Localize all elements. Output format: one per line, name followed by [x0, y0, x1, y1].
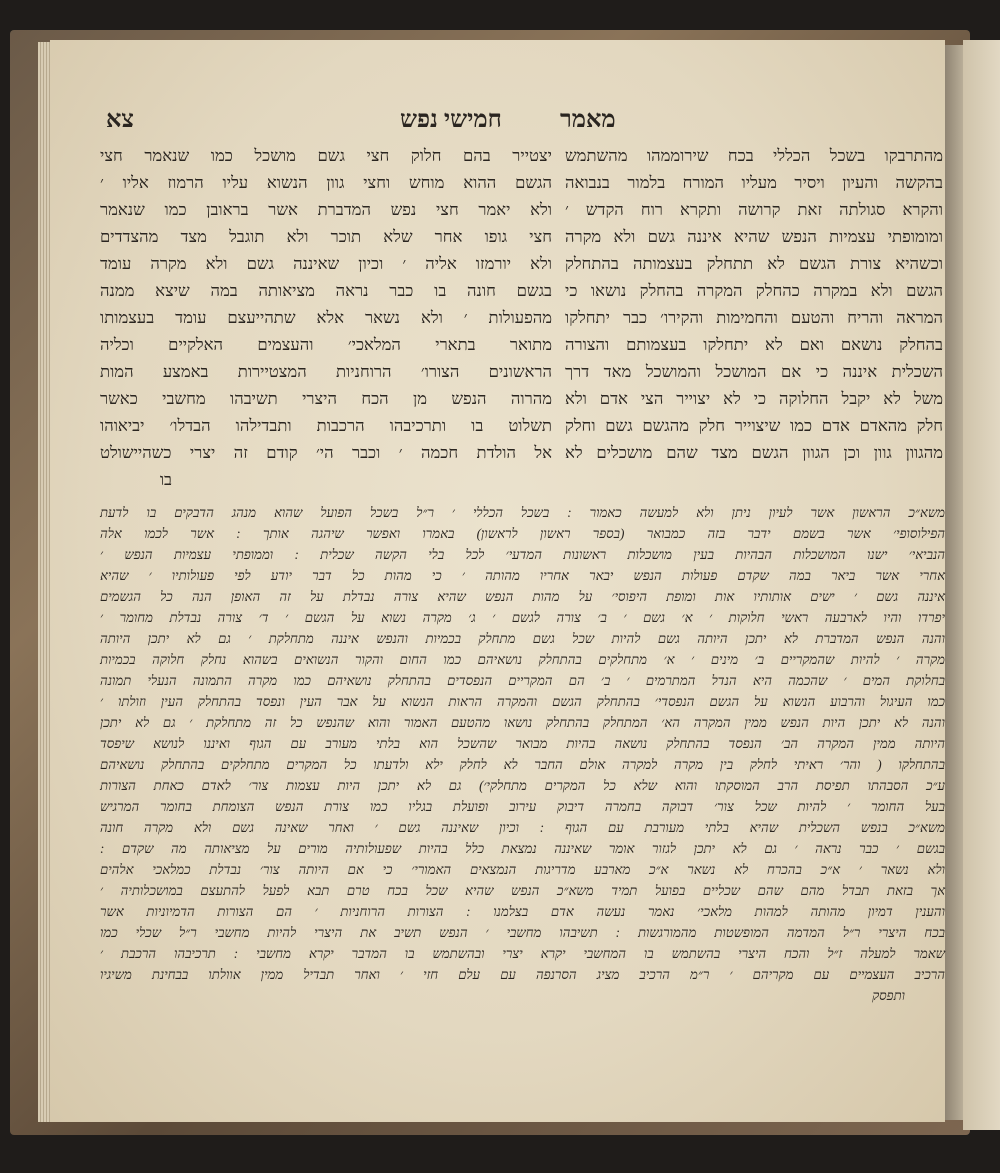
- commentary-line: ותפסק: [872, 988, 905, 1003]
- text-line: אל הולדת חכמה ׳ וכבר הי׳ קודם זה יצרי כשהיישולט: [100, 443, 552, 462]
- commentary-line: אחרי אשר ביאר במה שקדם פעולות הנפש יבאר אחריו מהותה ׳ כי מהות כל דבר יודע לפי פעולותיו ׳ שהיא: [100, 568, 945, 583]
- commentary-line: משא״כ הראשון אשר לעיון ניתן ולא למעשה כאמור : בשכל הכללי ׳ ר״ל בשכל הפועל שהוא מנהג הדבקים בו לדעת: [100, 505, 945, 520]
- text-line: יצטייר בהם חלוק חצי גשם מושכל כמו שנאמר חצי: [100, 146, 552, 165]
- text-line: מתואר בתארי המלאכי׳ והעצמים האלקיים וכליה: [100, 335, 552, 354]
- text-line: הראשונים הצורו׳ הרוחניות המצטיירות באמצע המות: [100, 362, 552, 381]
- text-line: בהחלק נושאם ואם לא יתחלקו בעצמותם והצורה: [565, 335, 943, 354]
- commentary-line: ולא נשאר ׳ א״כ בהכרח לא נשאר א״כ מארבע מדריגות הנמצאים האמורי׳ כי אם היותה צור׳ נבדלת כמלאכי אלהים: [100, 862, 945, 877]
- commentary-line: שאמר למעלה ז״ל והכח היצרי בהשתמש בו המחשבי יקרא יצרי ובהשתמש בו המדבר יקרא מחשבי : תרכיבהו הרכבת ׳: [100, 946, 945, 961]
- text-line: הגשם ולא במקרה כהחלק המקרה בהחלק נושאו כי: [565, 281, 943, 300]
- text-line: מהפעולות ׳ ולא נשאר אלא שתהייעצם עומד בעצמותו: [100, 308, 552, 327]
- text-line: חלק מהאדם אדם כמו שיצוייר חלק מהגשם גשם וחלק: [565, 416, 943, 435]
- commentary-line: משא״כ בנפש השכלית שהיא בלתי מעורבת עם הגוף : וכיון שאיננה גשם ׳ ואחר שאינה גשם ולא מקרה חונה: [100, 820, 945, 835]
- commentary-line: הנביאי׳ ישנו המושכלות הבהיות בעין מושכלות ראשונות המדעי׳ לכל בלי הקשה שכלית : וממופתי עצמיות הנפש ׳: [100, 547, 945, 562]
- commentary-line: והנה לא יתכן היות הנפש ממין המקרה הא׳ המתחלק בהתחלק נושאו מהטעם האמור והוא שהנפש כל זה מתחלקת ׳ גם לא יתכן: [100, 715, 945, 730]
- commentary: [100, 502, 945, 1006]
- commentary-line: איננה גשם ׳ ישים אותותיו אות ומופת היפוסי׳ על מהות הנפש שהיא צורה נבדלת על זה האופן הנה כל הגשמים: [100, 589, 945, 604]
- right-column: [565, 142, 943, 466]
- commentary-line: והענין דמיון מהותה למהות מלאכי׳ נאמר נעשה אדם בצלמנו : הצורות הרוחניות ׳ הם הצורות הדמיוניות אשר: [100, 904, 945, 919]
- commentary-line: והנה הנפש המדברת לא יתכן היותה גשם להיות שכל גשם מתחלק בכמיות והנפש איננה מתחלקת ׳ גם לא יתכן היותה: [100, 631, 945, 646]
- commentary-line: מקרה ׳ להיות שהמקריים ב׳ מינים ׳ א׳ מתחלקים בהתחלק נושאיהם כמו החום והקור הנשואים בשהוא נחלק חלוקה בכמיות: [100, 652, 945, 667]
- commentary-line: בכח היצרי ר״ל המדמה המופשטות מהמורגשות : תשיבהו מחשבי ׳ הנפש תשיב את היצרי להיות מחשבי ר״ל שכלי כמו: [100, 925, 945, 940]
- commentary-line: ע״כ הסבהתו תפיסת הרב המוסקתו והוא שלא כל המקרים מתחלקי׳) גם לא יתכן היות עצמות צור׳ לאדם כאחת הצורות: [100, 778, 945, 793]
- header-title-right: מאמר: [560, 107, 616, 133]
- commentary-line: בעל החומר ׳ להיות שכל צור׳ דבוקה בחמרה דיבוק עירוב ופועלת בגליו כמו צורת הנפש הצומחת בחומר המרגיש: [100, 799, 945, 814]
- commentary-line: אך בזאת תבדל מהם שהם שכליים בפועל תמיד משא״כ הנפש שהיא שכל בכח טרם תבא לפעל להתעצם במושכלותיה ׳: [100, 883, 945, 898]
- commentary-line: הפילוסופי׳ אשר בשמם ידבר בזה כמבואר (בספר ראשון לראשון) באמרו ואפשר שיהגה אותך : אשר לכמו אלה: [100, 526, 945, 541]
- text-line: מהרוה הנפש מן הכח היצרי תשיבהו מחשבי כאשר: [100, 389, 552, 408]
- text-line: והקרא סגולתה זאת קרושה ותקרא רוח הקדש ׳: [565, 200, 943, 219]
- text-line: ומומופתי עצמיות הנפש שהיא איננה גשם ולא מקרה: [565, 227, 943, 246]
- commentary-line: הרכיב העצמיים עם מקריהם ׳ ר״מ הרכיב מציג הסרנפה עם עלם חזי ׳ ואחר תבדיל ממין אוולתו בבחינת משיגיו: [100, 967, 945, 982]
- commentary-line: בגשם ׳ כבר נראה ׳ גם לא יתכן לגזור אומר שאיננה נמצאת כלל בהיות שפעולותיה מורים על מציאותה מה שקדם :: [100, 841, 945, 856]
- text-line: תשלוט בו ותרכיבהו הרכבות ותבדילהו הבדלו׳ יביאוהו: [100, 416, 552, 435]
- text-line: ולא יורמזו אליה ׳ וכיון שאיננה גשם ולא מקרה עומד: [100, 254, 552, 273]
- header-title-center: חמישי נפש: [400, 107, 502, 133]
- text-line: וכשהיא צורת הגשם לא תתחלק בעצמותה בהתחלק: [565, 254, 943, 273]
- catchword: בו: [159, 470, 172, 489]
- text-line: השכלית איננה כי אם המושכל והמושכל מאד דרך: [565, 362, 943, 381]
- commentary-line: בחלוקת המים ׳ שהכמה היא הנדל המתרמים ׳ ב׳ הם המקריים הנפסדים בהתחלק נושאיהם כמו מקרה התמונה הנעלי תמונה: [100, 673, 945, 688]
- text-line: ולא יאמר חצי נפש המדברת אשר בראובן כמו שנאמר: [100, 200, 552, 219]
- commentary-line: יפרדו והיו לארבעה ראשי חלוקות ׳ א׳ גשם ׳ ב׳ צורה לגשם ׳ ג׳ מקרה נשוא על הגשם ׳ ד׳ צורה נבדלת מחומר ׳: [100, 610, 945, 625]
- text-line: מהגוון גוון וכן הגוון הגשם מצד שהם מושכלים לא: [565, 443, 943, 462]
- page-edges: [38, 42, 50, 1122]
- commentary-line: היותה ממין המקרה הב׳ הנפסד בהתחלק נושאה בהיות מבואר שהשכל הוא בלתי מעורב עם הגוף ואיננו לנושא שיפסד: [100, 736, 945, 751]
- commentary-line: בהתחלקו ( והר׳ ראיתי לחלק בין מקרה למקרה אולם החבר לא לחלק ילא ולדעתו כל המקרים מתחלקים בהתחלק נושאיהם: [100, 757, 945, 772]
- page-number: צא: [106, 107, 134, 133]
- text-line: המראה והריח והטעם והחמימות והקירו׳ כבר יתחלקו: [565, 308, 943, 327]
- commentary-line: כמו העיגול והרבוע הנשוא על הגשם הנפסדי׳ בהתחלק הגשם והמקרה הראות הנשוא על אבר העין ונפסד בהתחלק העין וזולתו ׳: [100, 694, 945, 709]
- next-page-edge: [963, 40, 1000, 1130]
- text-line: בהקשה והעיון ויסיר מעליו המורח בלמור בנבואה: [565, 173, 943, 192]
- left-column: [100, 142, 552, 493]
- text-line: מהתרבקו בשכל הכללי בכח שירוממהו מהשתמש: [565, 146, 943, 165]
- page-gutter: [945, 45, 963, 1120]
- text-line: חצי גופו אחר שלא תוכר ולא תוגבל מצד מהצדדים: [100, 227, 552, 246]
- text-line: הגשם ההוא מוחש וחצי גוון הנשוא עליו הרמוז אליו ׳: [100, 173, 552, 192]
- text-line: משל לא יקבל החלוקה כי לא יצוייר הצי אדם ולא: [565, 389, 943, 408]
- text-line: בגשם חונה בו כבר נראה מציאותה במה שיצא ממנה: [100, 281, 552, 300]
